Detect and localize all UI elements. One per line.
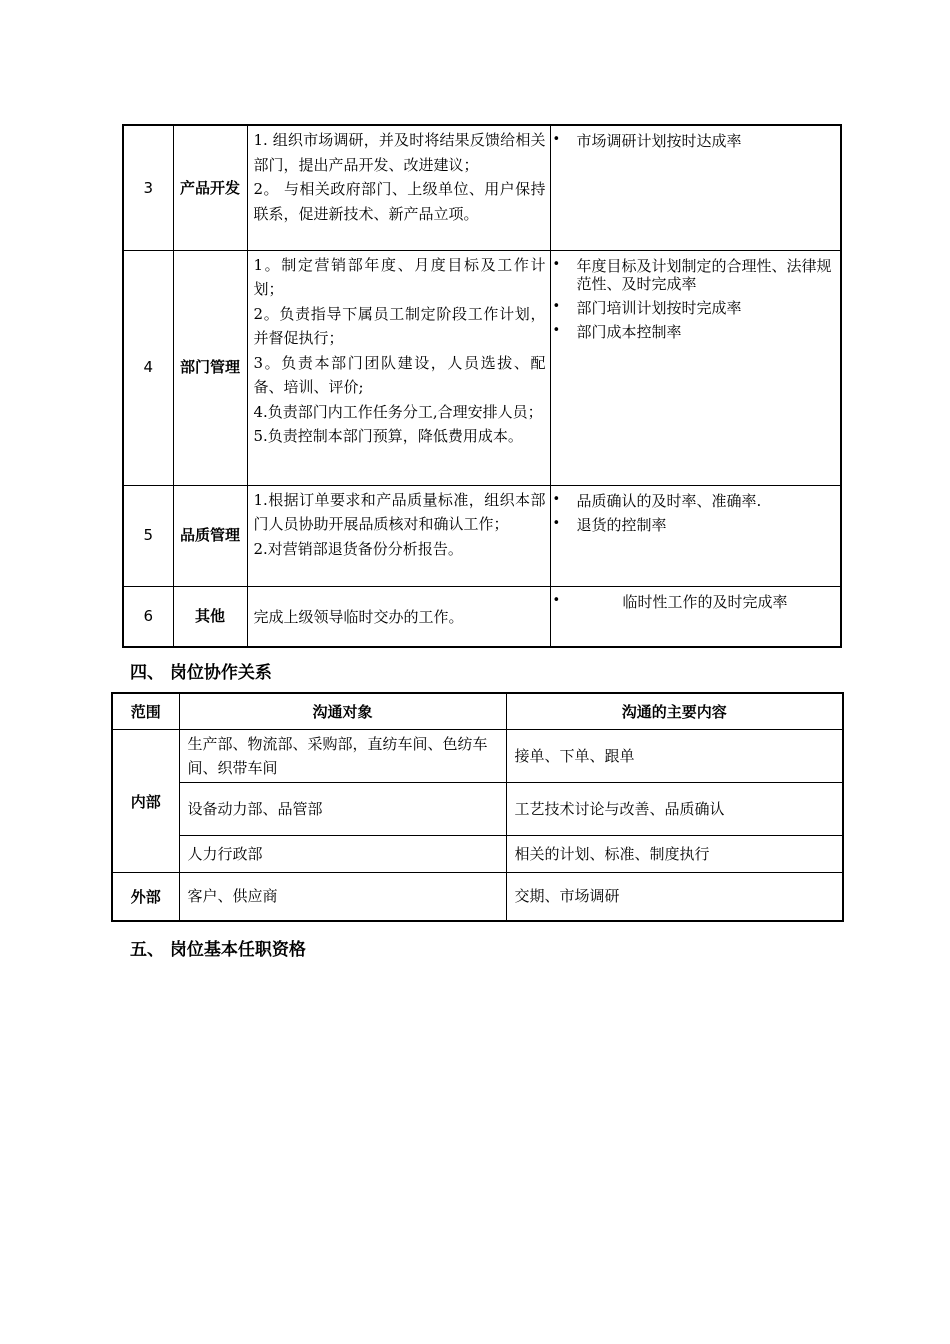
duty-row [123,250,841,485]
duty-row [123,485,841,586]
table-row [112,873,843,921]
duty-description [247,250,550,485]
duty-category: 其他 [173,586,247,647]
duty-item: 1.根据订单要求和产品质量标准，组织本部门人员协助开展品质核对和确认工作； [253,490,546,533]
kpi-item: • 退货的控制率 [553,512,837,536]
communication-content: 相关的计划、标准、制度执行 [506,836,843,873]
kpi-item: • 部门成本控制率 [553,319,837,343]
kpi-item: • 年度目标及计划制定的合理性、法律规范性、及时完成率 [553,253,837,295]
duty-item: 3。负责本部门团队建设，人员选拔、配备、培训、评价; [253,353,546,396]
duty-item: 5.负责控制本部门预算，降低费用成本。 [253,427,523,445]
duty-kpis [550,250,841,485]
duty-kpis [550,586,841,647]
duty-item: 1. 组织市场调研，并及时将结果反馈给相关部门，提出产品开发、改进建议； [253,131,546,174]
duty-kpis [550,485,841,586]
duties-table [122,124,842,648]
cooperation-table [111,692,844,922]
kpi-item: • 部门培训计划按时完成率 [553,295,837,319]
duty-item: 4.负责部门内工作任务分工,合理安排人员； [253,402,543,421]
duty-category: 产品开发 [173,125,247,250]
duty-row [123,586,841,647]
column-header-scope: 范围 [112,693,179,730]
communication-content: 交期、市场调研 [506,873,843,921]
kpi-item: • 市场调研计划按时达成率 [553,128,837,152]
scope-external: 外部 [112,873,179,921]
communication-content: 接单、下单、跟单 [506,730,843,783]
duty-description [247,125,550,250]
duty-number: 5 [123,485,173,586]
kpi-item: • 临时性工作的及时完成率 [553,589,837,613]
kpi-item: • 品质确认的及时率、准确率. [553,488,837,512]
section-heading: 四、 岗位协作关系 [130,663,272,683]
communication-object: 设备动力部、品管部 [179,783,506,836]
duty-item: 2.对营销部退货备份分析报告。 [253,539,463,558]
section-heading: 五、 岗位基本任职资格 [130,940,306,960]
scope-internal: 内部 [112,730,179,873]
table-row [112,836,843,873]
column-header-content: 沟通的主要内容 [506,693,843,730]
duty-item: 1。制定营销部年度、月度目标及工作计划； [253,255,546,298]
duty-category: 部门管理 [173,250,247,485]
column-header-object: 沟通对象 [179,693,506,730]
table-header-row [112,693,843,730]
communication-object: 人力行政部 [179,836,506,873]
duty-number: 3 [123,125,173,250]
table-row [112,730,843,783]
duty-number: 6 [123,586,173,647]
duty-category: 品质管理 [173,485,247,586]
duty-row [123,125,841,250]
communication-content: 工艺技术讨论与改善、品质确认 [506,783,843,836]
duty-description [247,586,550,647]
communication-object: 生产部、物流部、采购部，直纺车间、色纺车间、织带车间 [179,730,506,783]
communication-object: 客户、供应商 [179,873,506,921]
duty-item: 2。负责指导下属员工制定阶段工作计划，并督促执行； [253,304,546,347]
duty-kpis [550,125,841,250]
table-row [112,783,843,836]
duty-description [247,485,550,586]
duty-number: 4 [123,250,173,485]
duty-item: 2。 与相关政府部门、上级单位、用户保持联系，促进新技术、新产品立项。 [253,180,546,223]
duty-item: 完成上级领导临时交办的工作。 [253,608,464,626]
